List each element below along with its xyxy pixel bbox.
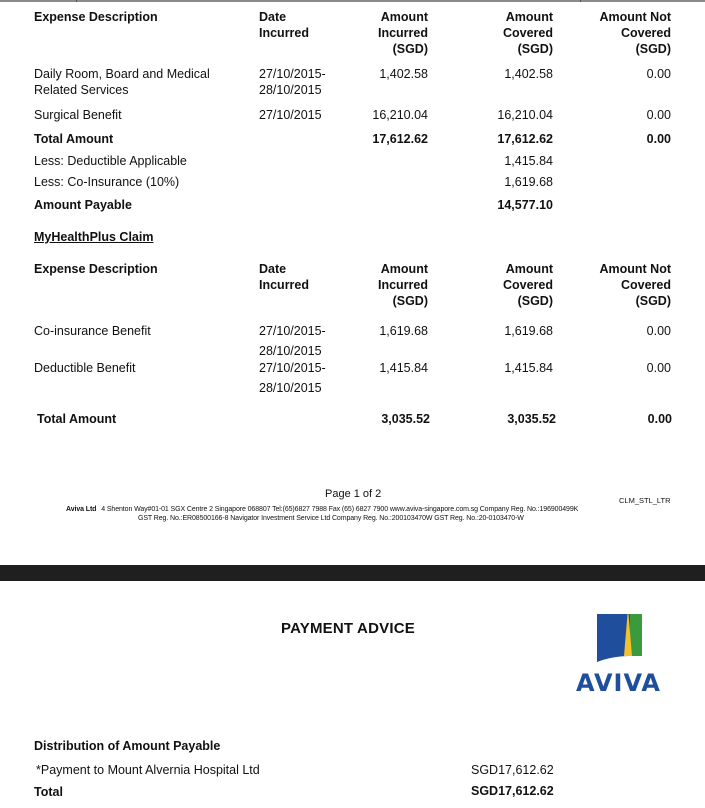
page-top-border: [0, 0, 705, 2]
amount-payable-label: Amount Payable: [34, 198, 132, 212]
header-amount-covered: [444, 9, 553, 57]
total-amount-covered: 17,612.62: [497, 132, 553, 146]
document-code: CLM_STL_LTR: [619, 496, 671, 505]
date-line: 28/10/2015: [259, 381, 322, 395]
payment-advice-title: PAYMENT ADVICE: [281, 620, 415, 637]
company-name: Aviva Ltd: [66, 506, 97, 513]
row-amount-incurred: 1,619.68: [379, 324, 428, 338]
date-line: 27/10/2015-: [259, 324, 326, 338]
header-line: Amount: [505, 262, 553, 276]
row-amount-covered: 1,619.68: [504, 324, 553, 338]
date-line: 28/10/2015: [259, 344, 322, 358]
company-address-line: [66, 505, 578, 514]
company-registration-line: GST Reg. No.:ER08500166-8 Navigator Investment Service Ltd Company Reg. No.:200103470W GST Reg. No.:20-0103470-W: [138, 515, 524, 522]
company-address: 4 Shenton Way#01-01 SGX Centre 2 Singapore 068807 Tel:(65)6827 7988 Fax (65) 6827 7900 www.aviva-singapore.com.sg Company Reg. No.:196900499K: [101, 506, 579, 513]
row-date: [259, 360, 326, 396]
description-line: Related Services: [34, 83, 129, 97]
header-date-incurred: [259, 9, 309, 41]
header-line: Amount: [380, 10, 428, 24]
row-date: [259, 323, 326, 359]
description-line: Daily Room, Board and Medical: [34, 67, 210, 81]
header-line: Covered: [620, 278, 671, 292]
page-number: Page 1 of 2: [325, 488, 382, 500]
header-date-incurred: [259, 261, 309, 293]
header-line: (SGD): [635, 294, 671, 308]
deductible-amount: 1,415.84: [504, 154, 553, 168]
border-tick: [580, 0, 581, 2]
total-amount-incurred: 17,612.62: [372, 132, 428, 146]
header-line: Amount: [380, 262, 428, 276]
coinsurance-label: Less: Co-Insurance (10%): [34, 175, 180, 189]
total-amount-incurred: 3,035.52: [381, 412, 430, 426]
payment-total-label: Total: [34, 785, 63, 799]
header-amount-incurred: [320, 261, 428, 309]
payment-total-amount: SGD17,612.62: [471, 784, 554, 798]
deductible-label: Less: Deductible Applicable: [34, 154, 187, 168]
row-amount-covered: 1,402.58: [504, 67, 553, 81]
header-line: Amount Not: [599, 10, 671, 24]
row-amount-incurred: 1,402.58: [379, 67, 428, 81]
total-amount-not-covered: 0.00: [647, 412, 672, 426]
header-expense-description: Expense Description: [34, 262, 158, 276]
header-line: Incurred: [377, 278, 428, 292]
distribution-title: Distribution of Amount Payable: [34, 739, 221, 753]
row-amount-incurred: 16,210.04: [372, 108, 428, 122]
row-amount-not-covered: 0.00: [646, 324, 671, 338]
date-line: 27/10/2015-: [259, 67, 326, 81]
total-amount-covered: 3,035.52: [507, 412, 556, 426]
row-amount-not-covered: 0.00: [646, 67, 671, 81]
section-title-myhealthplus: MyHealthPlus Claim: [34, 230, 154, 244]
date-line: 28/10/2015: [259, 83, 322, 97]
header-line: Covered: [502, 26, 553, 40]
amount-payable-value: 14,577.10: [497, 198, 553, 212]
header-amount-not-covered: [560, 9, 671, 57]
row-description: Co-insurance Benefit: [34, 324, 151, 338]
total-label: Total Amount: [37, 412, 117, 426]
row-description: Surgical Benefit: [34, 108, 122, 122]
aviva-logo-text: AVIVA: [576, 669, 661, 697]
payment-amount: SGD17,612.62: [471, 763, 554, 777]
header-line: (SGD): [517, 42, 553, 56]
payment-recipient: *Payment to Mount Alvernia Hospital Ltd: [36, 763, 260, 777]
aviva-logo-mark-icon: [597, 614, 642, 664]
header-line: Amount: [505, 10, 553, 24]
row-amount-incurred: 1,415.84: [379, 361, 428, 375]
header-expense-description: Expense Description: [34, 10, 158, 24]
header-line: Covered: [502, 278, 553, 292]
header-line: Covered: [620, 26, 671, 40]
header-line: Amount Not: [599, 262, 671, 276]
row-description: Deductible Benefit: [34, 361, 136, 375]
row-date: 27/10/2015: [259, 108, 322, 122]
border-tick: [76, 0, 77, 2]
header-amount-not-covered: [560, 261, 671, 309]
row-amount-covered: 16,210.04: [497, 108, 553, 122]
header-line: (SGD): [635, 42, 671, 56]
coinsurance-amount: 1,619.68: [504, 175, 553, 189]
total-label: Total Amount: [34, 132, 114, 146]
row-description: [34, 66, 210, 98]
date-line: 27/10/2015-: [259, 361, 326, 375]
row-date: [259, 66, 326, 98]
row-amount-not-covered: 0.00: [646, 108, 671, 122]
header-amount-incurred: [320, 9, 428, 57]
total-amount-not-covered: 0.00: [646, 132, 671, 146]
header-line: (SGD): [392, 42, 428, 56]
header-line: Incurred: [377, 26, 428, 40]
header-line: (SGD): [517, 294, 553, 308]
header-line: Date: [259, 10, 287, 24]
header-line: (SGD): [392, 294, 428, 308]
header-line: Date: [259, 262, 287, 276]
header-line: Incurred: [259, 278, 310, 292]
header-amount-covered: [444, 261, 553, 309]
row-amount-covered: 1,415.84: [504, 361, 553, 375]
header-line: Incurred: [259, 26, 310, 40]
page-separator: [0, 565, 705, 581]
row-amount-not-covered: 0.00: [646, 361, 671, 375]
